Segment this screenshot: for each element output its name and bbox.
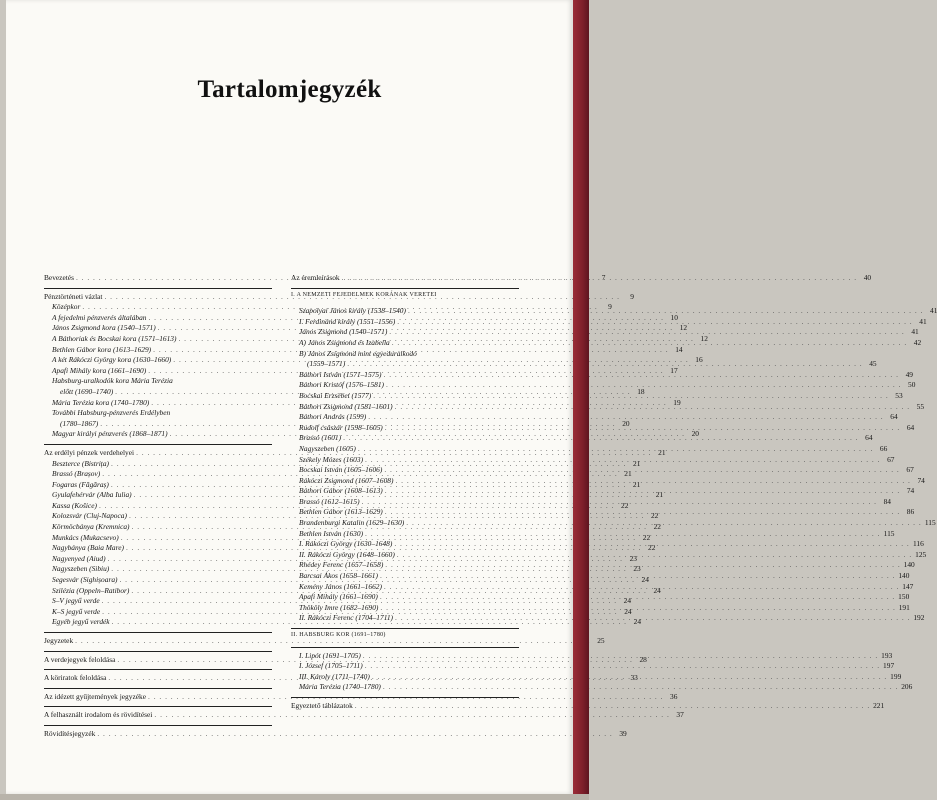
toc-entry-label: Az erdélyi pénzek verdehelyei <box>44 447 135 457</box>
toc-entry-label: Rhédey Ferenc (1657–1658) <box>299 560 384 570</box>
leader-dots <box>397 550 912 559</box>
toc-entry-label: Nagybánya (Baia Mare) <box>52 543 124 553</box>
toc-entry-label: Rövidítésjegyzék <box>44 728 96 738</box>
toc-entry-label: Körmöcbánya (Kremnica) <box>52 522 130 532</box>
leader-dots <box>394 539 909 548</box>
leader-dots <box>386 380 901 389</box>
toc-entry-label: Mária Terézia (1740–1780) <box>299 682 381 692</box>
leader-dots <box>380 571 895 580</box>
divider-line <box>44 651 272 652</box>
toc-entry-page: 49 <box>905 369 913 379</box>
book-page <box>6 0 937 794</box>
toc-entry-label: (1559–1571) <box>307 359 346 369</box>
toc-entry-page: 64 <box>865 433 873 443</box>
leader-dots <box>97 729 612 738</box>
leader-dots <box>385 423 900 432</box>
toc-entry-page: 115 <box>924 518 936 528</box>
toc-entry-label: Rákóczi Zsigmond (1607–1608) <box>299 475 394 485</box>
toc-entry-page: 140 <box>903 560 915 570</box>
toc-entry-page: 67 <box>887 454 895 464</box>
divider-line <box>44 288 272 289</box>
toc-entry-label: Pénztörténeti vázlat <box>44 291 103 301</box>
toc-entry-label: Apafi Mihály kora (1661–1690) <box>52 365 147 375</box>
leader-dots <box>385 486 900 495</box>
toc-entry-label: Bocskai István (1605–1606) <box>299 465 383 475</box>
toc-entry-label: Bethlen Gábor kora (1613–1629) <box>52 344 152 354</box>
toc-entry-page: 20 <box>622 418 630 428</box>
toc-entry-page: 64 <box>906 422 915 432</box>
toc-entry-page: 14 <box>675 344 683 354</box>
toc-entry-page: 74 <box>906 486 915 496</box>
toc-entry-page: 45 <box>869 359 877 369</box>
toc-entry-page: 16 <box>695 355 703 365</box>
toc-entry-label: Szilézia (Oppeln–Ratibor) <box>52 585 130 595</box>
leader-dots <box>406 518 921 527</box>
toc-entry-page: 21 <box>658 447 666 457</box>
toc-entry-label: I. Lipót (1691–1705) <box>299 650 361 660</box>
toc-entry[interactable] <box>44 691 678 703</box>
toc-entry-page: 67 <box>906 465 914 475</box>
toc-entry-label: János Zsigmond kora (1540–1571) <box>52 323 156 333</box>
toc-entry-page: 9 <box>630 291 634 301</box>
toc-entry-page: 55 <box>916 401 925 411</box>
toc-entry-page: 116 <box>912 539 924 549</box>
toc-entry-label: A) János Zsigmond és Izabella <box>299 337 390 347</box>
toc-entry-label: B) János Zsigmond mint egyeduralkodó <box>299 348 417 358</box>
toc-entry-page: 115 <box>883 528 895 538</box>
toc-entry-page: 12 <box>700 333 708 343</box>
leader-dots <box>363 651 878 660</box>
divider-line <box>44 706 272 707</box>
toc-entry-label: (1780–1867) <box>60 418 99 428</box>
toc-entry-label: A két Rákóczi György kora (1630–1660) <box>52 355 172 365</box>
toc-entry-page: 42 <box>913 337 922 347</box>
toc-entry-page: 199 <box>890 671 902 681</box>
toc-entry-label: II. Rákóczi György (1648–1660) <box>299 549 395 559</box>
leader-dots <box>384 370 899 379</box>
toc-entry-page: 9 <box>608 302 612 312</box>
toc-entry-page: 24 <box>624 606 632 616</box>
toc-entry-label: A verdejegyek feloldása <box>44 654 116 664</box>
leader-dots <box>395 613 910 622</box>
toc-entry-label: Mária Terézia kora (1740–1780) <box>52 397 150 407</box>
toc-entry-label: Jegyzetek <box>44 636 74 645</box>
toc-entry-page: 25 <box>597 636 605 645</box>
leader-dots <box>347 359 862 368</box>
toc-entry-page: 22 <box>642 532 651 542</box>
toc-entry[interactable] <box>291 661 895 672</box>
toc-entry-label: Báthori András (1599) <box>299 412 367 422</box>
toc-entry-label: Báthori Kristóf (1576–1581) <box>299 380 384 390</box>
divider-line <box>44 688 272 689</box>
divider-line <box>291 647 519 648</box>
toc-entry-label: A fejedelmi pénzverés általában <box>52 312 147 322</box>
toc-entry-label: Brandenburgi Katalin (1629–1630) <box>299 518 405 528</box>
toc-entry-page: 22 <box>653 522 661 532</box>
leader-dots <box>408 306 923 315</box>
toc-entry-page: 24 <box>623 596 632 606</box>
toc-entry-page: 41 <box>919 316 927 326</box>
toc-entry-label: Báthori István (1571–1575) <box>299 369 382 379</box>
toc-entry[interactable] <box>291 682 913 693</box>
toc-entry-page: 86 <box>906 507 915 517</box>
toc-entry-page: 41 <box>930 306 937 316</box>
leader-dots <box>395 402 910 411</box>
leader-dots <box>343 433 858 442</box>
leader-dots <box>355 701 870 710</box>
toc-entry-label: Szapolyai János király (1538–1540) <box>299 306 406 316</box>
toc-entry-page: 192 <box>913 613 925 623</box>
toc-entry-page: 22 <box>648 543 656 553</box>
toc-entry-page: 66 <box>879 443 888 453</box>
toc-entry-label: Barcsai Ákos (1658–1661) <box>299 571 378 581</box>
leader-dots <box>380 603 895 612</box>
toc-entry-label: A köriratok feloldása <box>44 673 107 683</box>
toc-entry-label: A Báthoriak és Bocskai kora (1571–1613) <box>52 333 177 343</box>
toc-entry-page: 24 <box>641 575 649 585</box>
toc-entry-page: 39 <box>619 728 627 738</box>
leader-dots <box>385 507 900 516</box>
toc-entry-page: 41 <box>911 327 919 337</box>
toc-entry-label: Nagyenyed (Aiud) <box>52 553 106 563</box>
toc-entry-page: 40 <box>863 273 872 282</box>
toc-entry-label: Kolozsvár (Cluj-Napoca) <box>52 511 127 521</box>
toc-entry-page: 193 <box>881 650 893 660</box>
divider-line <box>44 725 272 726</box>
toc-entry-label: Egyeztető táblázatok <box>291 700 353 710</box>
toc-entry-page: 21 <box>624 469 632 479</box>
toc-entry-page: 125 <box>915 549 927 559</box>
toc-entry-label: Munkács (Mukacsevo) <box>52 532 119 542</box>
toc-entry-label: Brassó (1612–1615) <box>299 496 360 506</box>
toc-entry-label: I. Rákóczi György (1630–1648) <box>299 539 393 549</box>
toc-entry-label: Habsburg-uralkodók kora Mária Terézia <box>52 376 173 386</box>
toc-entry-page: 74 <box>917 475 925 485</box>
leader-dots <box>384 582 899 591</box>
divider-line <box>44 444 272 445</box>
toc-entry-page: 36 <box>670 691 678 701</box>
toc-entry-page: 147 <box>902 581 914 591</box>
leader-dots <box>389 327 904 336</box>
toc-entry-page: 191 <box>898 602 910 612</box>
toc-entry-page: 53 <box>895 390 903 400</box>
toc-entry-label: Nagyszeben (1605) <box>299 443 356 453</box>
toc-entry-page: 23 <box>629 553 637 563</box>
toc-entry-label: II. Rákóczi Ferenc (1704–1711) <box>299 613 393 623</box>
toc-entry-page: 28 <box>639 654 647 664</box>
toc-entry-label: Gyulafehérvár (Alba Iulia) <box>52 490 132 500</box>
toc-entry-page: 140 <box>898 571 910 581</box>
toc-entry-page: 24 <box>653 585 661 595</box>
toc-entry[interactable] <box>44 376 272 387</box>
leader-dots <box>372 672 887 681</box>
toc-entry-page: 17 <box>670 365 678 375</box>
page-title: Tartalomjegyzék <box>197 76 382 103</box>
toc-entry-page: 10 <box>670 312 678 322</box>
toc-entry[interactable] <box>291 349 519 360</box>
toc-entry-label: I. József (1705–1711) <box>299 661 363 671</box>
toc-entry-page: 22 <box>650 511 659 521</box>
toc-entry[interactable] <box>44 408 272 419</box>
divider-line <box>291 697 519 698</box>
leader-dots <box>384 465 899 474</box>
toc-entry-page: 12 <box>679 323 688 333</box>
toc-entry-label: Nagyszeben (Sibiu) <box>52 564 110 574</box>
leader-dots <box>395 476 910 485</box>
toc-entry-page: 7 <box>601 273 606 282</box>
toc-entry-label: I. Ferdinánd király (1551–1556) <box>299 316 396 326</box>
leader-dots <box>358 444 873 453</box>
leader-dots <box>392 338 907 347</box>
toc-entry-label: Bethlen István (1630) <box>299 528 364 538</box>
toc-entry-page: 21 <box>655 490 664 500</box>
toc-entry-label: Bevezetés <box>44 273 74 282</box>
leader-dots <box>368 412 883 421</box>
leader-dots <box>365 529 880 538</box>
toc-entry[interactable] <box>44 710 684 721</box>
toc-entry-label: K–S jegyű verde <box>52 606 101 616</box>
toc-entry-label: II. HABSBURG KOR (1691–1780) <box>291 632 386 638</box>
toc-entry-label: Középkor <box>52 302 81 312</box>
toc-entry-page: 33 <box>630 673 638 683</box>
leader-dots <box>154 710 669 719</box>
toc-entry[interactable] <box>44 636 605 647</box>
leader-dots <box>365 661 880 670</box>
toc-entry-page: 37 <box>676 710 684 720</box>
toc-entry[interactable] <box>291 292 519 303</box>
divider-line <box>291 628 519 629</box>
toc-entry-label: Az éremleírások <box>291 273 340 282</box>
leader-dots <box>365 455 880 464</box>
toc-entry-page: 21 <box>632 479 641 489</box>
leader-dots <box>397 317 912 326</box>
toc-entry-label: Segesvár (Sighișoara) <box>52 575 118 585</box>
leader-dots <box>373 391 888 400</box>
toc-entry-label: Egyéb jegyű verdék <box>52 617 110 627</box>
toc-entry-page: 84 <box>883 496 891 506</box>
toc-entry-page: 23 <box>633 564 641 574</box>
toc-entry-label: Báthori Gábor (1608–1613) <box>299 486 383 496</box>
toc-entry-label: S–V jegyű verde <box>52 596 100 606</box>
leader-dots <box>342 273 857 282</box>
toc-entry-label: További Habsburg-pénzverés Erdélyben <box>52 408 171 418</box>
toc-entry[interactable] <box>44 728 627 740</box>
leader-dots <box>383 682 898 691</box>
page-bottom-edge <box>0 794 589 800</box>
toc-entry-label: I. A NEMZETI FEJEDELMEK KORÁNAK VERETEI <box>291 291 437 298</box>
toc-entry-page: 206 <box>901 682 913 692</box>
toc-entry-label: III. Károly (1711–1740) <box>299 671 370 681</box>
toc-entry-label: Brassó (Brașov) <box>52 469 101 479</box>
toc-entry-label: Székely Mózes (1603) <box>299 454 364 464</box>
toc-entry-label: Az idézett gyűjtemények jegyzéke <box>44 691 146 701</box>
toc-entry[interactable] <box>291 273 872 284</box>
toc-entry-label: Apafi Mihály (1661–1690) <box>299 592 378 602</box>
toc-entry-label: Kassa (Košice) <box>52 500 97 510</box>
toc-entry-page: 221 <box>873 700 885 710</box>
toc-entry[interactable] <box>291 632 519 643</box>
toc-entry-label: János Zsigmond (1540–1571) <box>299 327 388 337</box>
toc-entry-label: Magyar királyi pénzverés (1868–1871) <box>52 429 168 439</box>
toc-entry-label: Bethlen Gábor (1613–1629) <box>299 507 383 517</box>
divider-line <box>291 288 519 289</box>
toc-entry-page: 24 <box>633 617 642 627</box>
toc-entry-label: Bocskai Erzsébet (1577) <box>299 390 372 400</box>
toc-entry-label: A felhasznált irodalom és rövidítései <box>44 710 153 720</box>
toc-entry-label: Thököly Imre (1682–1690) <box>299 602 379 612</box>
toc-entry-label: előtt (1690–1740) <box>60 386 114 396</box>
toc-entry-page: 64 <box>890 412 898 422</box>
toc-entry-label: Brassó (1601) <box>299 433 342 443</box>
leader-dots <box>385 560 900 569</box>
toc-entry-page: 18 <box>637 386 645 396</box>
book-spine <box>573 0 589 800</box>
toc-entry-page: 50 <box>908 380 916 390</box>
toc-entry[interactable] <box>291 700 885 712</box>
toc-entry-page: 21 <box>633 458 641 468</box>
leader-dots <box>380 592 895 601</box>
toc-entry-label: Báthori Zsigmond (1581–1601) <box>299 401 393 411</box>
toc-entry-page: 20 <box>691 429 699 439</box>
divider-line <box>44 669 272 670</box>
toc-entry-page: 19 <box>673 397 681 407</box>
toc-entry-label: Fogaras (Făgăraș) <box>52 479 109 489</box>
leader-dots <box>362 497 877 506</box>
divider-line <box>44 632 272 633</box>
toc-entry-page: 150 <box>898 592 910 602</box>
toc-entry-label: Beszterce (Bistrița) <box>52 458 109 468</box>
toc-entry-label: Rudolf császár (1598–1605) <box>299 422 383 432</box>
toc-entry-page: 197 <box>883 661 895 671</box>
toc-entry-label: Kemény János (1661–1662) <box>299 581 382 591</box>
toc-entry-page: 22 <box>621 500 629 510</box>
